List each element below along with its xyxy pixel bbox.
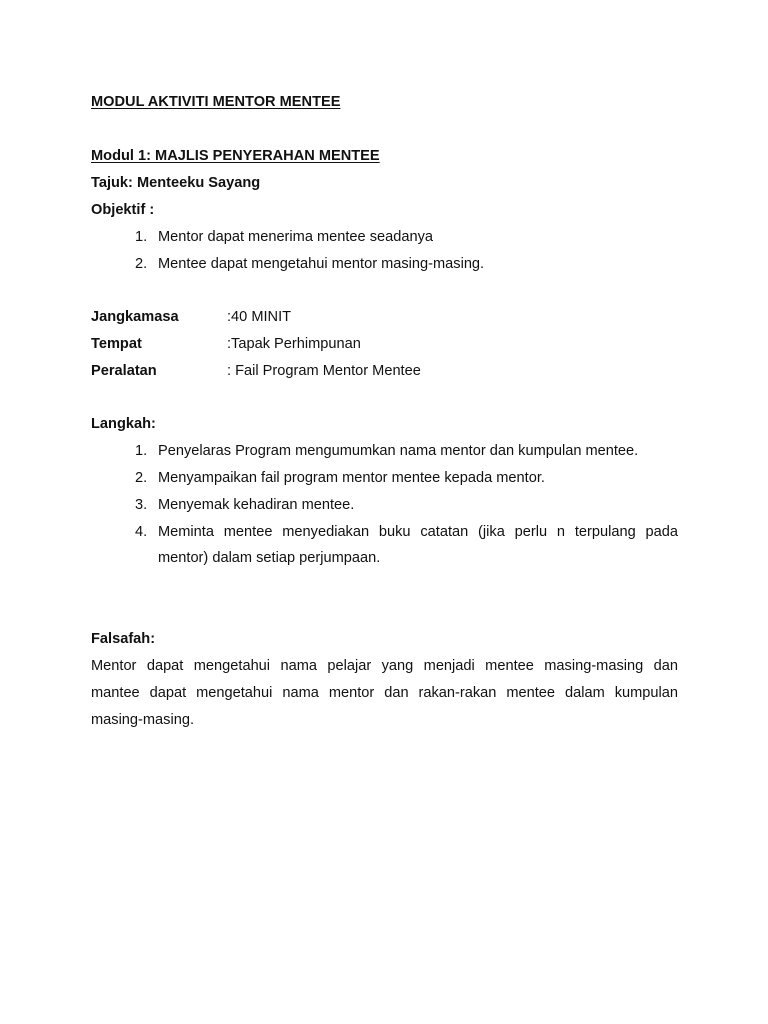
langkah-label: Langkah: bbox=[91, 416, 156, 432]
falsafah-line: mantee dapat mengetahui nama mentor dan rakan-rakan mentee dalam kumpulan bbox=[91, 685, 678, 701]
falsafah-line: Mentor dapat mengetahui nama pelajar yang menjadi mentee masing-masing dan bbox=[91, 658, 678, 674]
step-number: 1. bbox=[135, 443, 148, 459]
detail-value-peralatan: : Fail Program Mentor Mentee bbox=[227, 363, 421, 379]
step-number: 2. bbox=[135, 470, 148, 486]
detail-label-tempat: Tempat bbox=[91, 336, 142, 352]
falsafah-label: Falsafah: bbox=[91, 631, 156, 647]
step-text: Menyemak kehadiran mentee. bbox=[158, 497, 355, 513]
objective-number: 2. bbox=[135, 256, 148, 272]
step-text-line2: mentor) dalam setiap perjumpaan. bbox=[158, 550, 381, 566]
tajuk-line: Tajuk: Menteeku Sayang bbox=[91, 175, 261, 191]
detail-label-jangkamasa: Jangkamasa bbox=[91, 309, 179, 325]
objective-text: Mentee dapat mengetahui mentor masing-masing. bbox=[158, 256, 485, 272]
module-heading: Modul 1: MAJLIS PENYERAHAN MENTEE bbox=[91, 148, 380, 164]
detail-value-jangkamasa: :40 MINIT bbox=[227, 309, 292, 325]
step-text: Penyelaras Program mengumumkan nama mentor dan kumpulan mentee. bbox=[158, 443, 639, 459]
step-text: Menyampaikan fail program mentor mentee kepada mentor. bbox=[158, 470, 545, 486]
document-title: MODUL AKTIVITI MENTOR MENTEE bbox=[91, 94, 341, 110]
falsafah-line: masing-masing. bbox=[91, 712, 195, 728]
step-number: 4. bbox=[135, 524, 148, 540]
objective-text: Mentor dapat menerima mentee seadanya bbox=[158, 229, 434, 245]
step-number: 3. bbox=[135, 497, 148, 513]
objective-number: 1. bbox=[135, 229, 148, 245]
objektif-label: Objektif : bbox=[91, 202, 155, 218]
step-text-line1: Meminta mentee menyediakan buku catatan (jika perlu n terpulang pada bbox=[158, 524, 678, 540]
detail-label-peralatan: Peralatan bbox=[91, 363, 157, 379]
detail-value-tempat: :Tapak Perhimpunan bbox=[227, 336, 361, 352]
